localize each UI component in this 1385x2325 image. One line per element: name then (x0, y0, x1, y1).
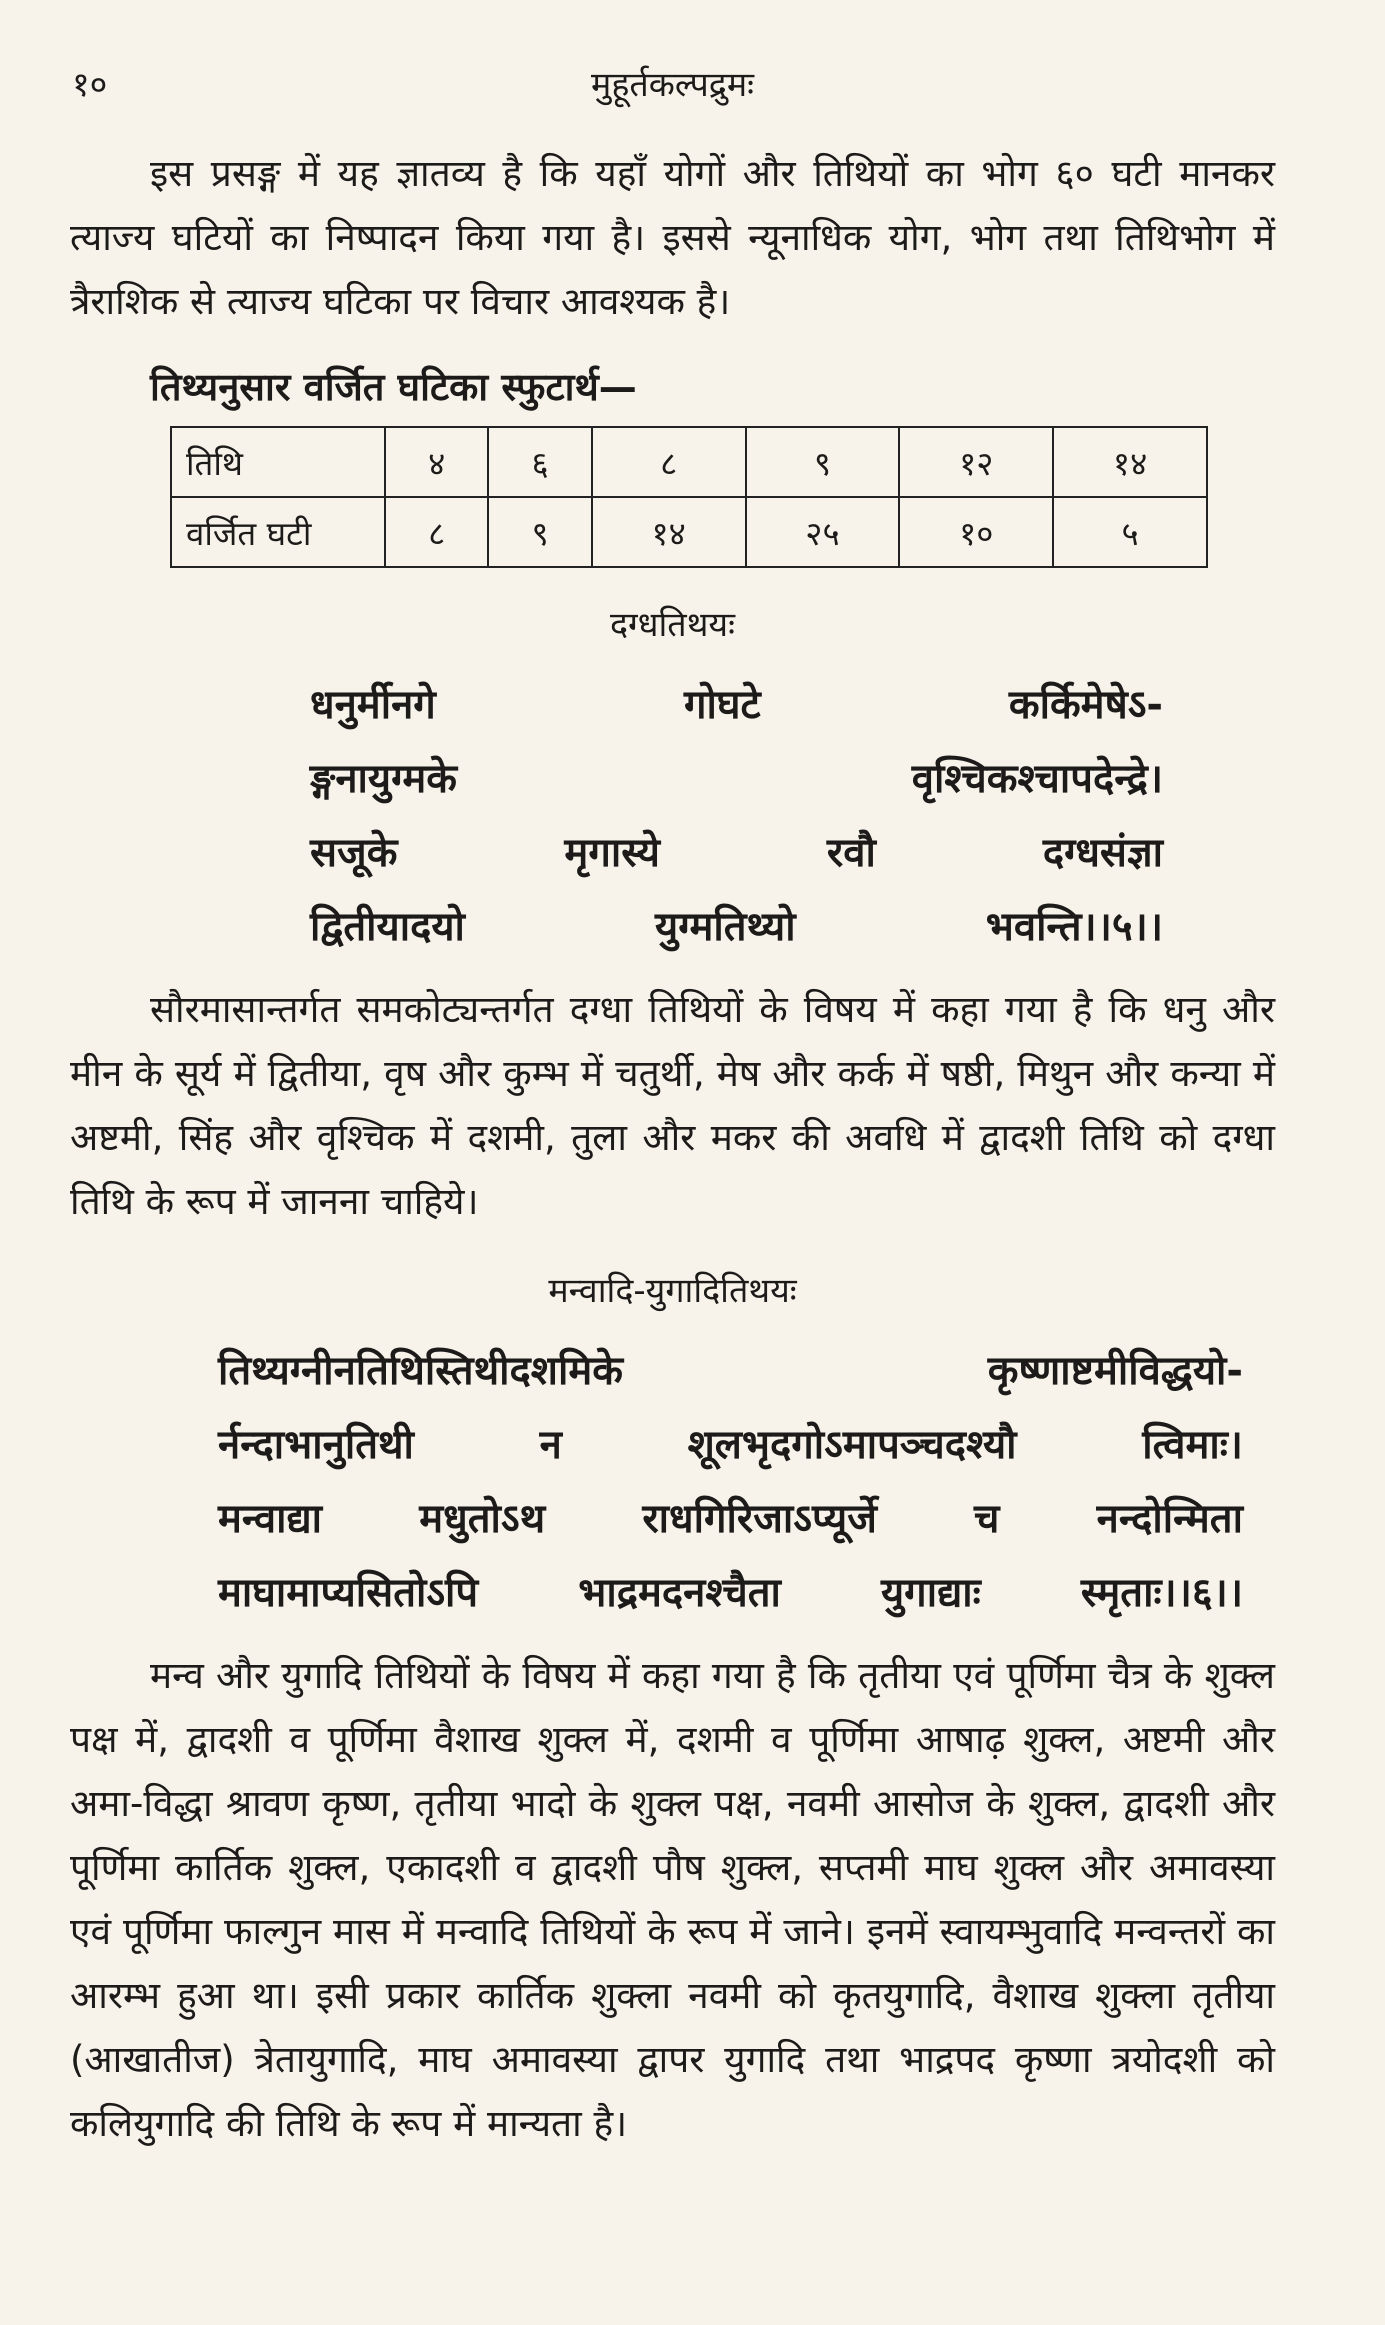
table-cell: ९ (746, 427, 900, 497)
table-cell: ६ (488, 427, 591, 497)
verse2-title: मन्वादि-युगादितिथयः (548, 1271, 797, 1311)
verse-word: त्विमाः। (1142, 1422, 1243, 1468)
table-cell: १४ (592, 497, 746, 567)
verse2-explanation: मन्व और युगादि तिथियों के विषय में कहा गया है कि तृतीया एवं पूर्णिमा चैत्र के शुक्ल पक्ष में, द्वादशी व पूर्णिमा वैशाख शुक्ल में, दशमी व पूर्णिमा आषाढ़ शुक्ल, अष्टमी और अमा-विद्धा श्रावण कृष्ण, तृतीया भादो के शुक्ल पक्ष, नवमी आसोज के शुक्ल, द्वादशी और पूर्णिमा कार्तिक शुक्ल, एकादशी व द्वादशी पौष शुक्ल, सप्तमी माघ शुक्ल और अमावस्या एवं पूर्णिमा फाल्गुन मास में मन्वादि तिथियों के रूप में जाने। इनमें स्वायम्भुवादि मन्वन्तरों का आरम्भ हुआ था। इसी प्रकार कार्तिक शुक्ला नवमी को कृतयुगादि, वैशाख शुक्ला तृतीया (आखातीज) त्रेतायुगादि, माघ अमावस्या द्वापर युगादि तथा भाद्रपद कृष्णा त्रयोदशी को कलियुगादि की तिथि के रूप में मान्यता है। (70, 1654, 1275, 2145)
table-cell: १२ (899, 427, 1053, 497)
verse-line (218, 1556, 1243, 1630)
table-row-label: तिथि (171, 427, 385, 497)
page-header (70, 60, 1275, 120)
table-heading: तिथ्यनुसार वर्जित घटिका स्फुटार्थ— (150, 365, 637, 409)
verse-line (218, 1334, 1243, 1408)
verse-word: तिथ्यग्नीनतिथिस्तिथीदशमिके (218, 1348, 623, 1394)
verse-word: नन्दोन्मिता (1096, 1496, 1243, 1542)
verse-word: गोघटे (684, 682, 761, 728)
verse-word: वृश्चिकश्चापदेन्द्रे। (911, 756, 1163, 802)
verse2-block (218, 1334, 1243, 1630)
verse-word: मन्वाद्या (218, 1496, 323, 1542)
table-cell: ८ (385, 497, 488, 567)
verse-line (310, 816, 1163, 890)
table-cell: ४ (385, 427, 488, 497)
varjit-ghati-table (170, 426, 1208, 568)
verse-word: र्नन्दाभानुतिथी (218, 1422, 414, 1468)
table-cell: ९ (488, 497, 591, 567)
verse-word: ङ्गनायुग्मके (310, 756, 457, 802)
verse-word: भवन्ति।।५।। (985, 904, 1163, 950)
table-row-tithi (171, 427, 1207, 497)
verse-word: च (974, 1496, 1000, 1542)
verse-word: शूलभृदगोऽमापञ्चदश्यौ (687, 1422, 1017, 1468)
verse-word: मधुतोऽथ (419, 1496, 546, 1542)
verse-word: कृष्णाष्टमीविद्धयो- (987, 1348, 1243, 1394)
verse-word: न (539, 1422, 562, 1468)
table-cell: ८ (592, 427, 746, 497)
verse-line (218, 1482, 1243, 1556)
verse-word: दग्धसंज्ञा (1042, 830, 1163, 876)
table-row-varjit-ghati (171, 497, 1207, 567)
verse-word: धनुर्मीनगे (310, 682, 436, 728)
verse-word: युगाद्याः (880, 1570, 981, 1616)
table-cell: २५ (746, 497, 900, 567)
table-cell: ५ (1053, 497, 1207, 567)
verse1-block (310, 668, 1163, 964)
intro-paragraph: इस प्रसङ्ग में यह ज्ञातव्य है कि यहाँ योगों और तिथियों का भोग ६० घटी मानकर त्याज्य घटियों का निष्पादन किया गया है। इससे न्यूनाधिक योग, भोग तथा तिथिभोग में त्रैराशिक से त्याज्य घटिका पर विचार आवश्यक है। (70, 152, 1275, 323)
table-cell: १० (899, 497, 1053, 567)
verse-word: युग्मतिथ्यो (655, 904, 796, 950)
verse-word: माघामाप्यसितोऽपि (218, 1570, 479, 1616)
verse-word: सजूके (310, 830, 398, 876)
verse-word: भाद्रमदनश्चैता (578, 1570, 781, 1616)
table-cell: १४ (1053, 427, 1207, 497)
table-row-label: वर्जित घटी (171, 497, 385, 567)
verse-line (310, 742, 1163, 816)
verse-word: द्वितीयादयो (310, 904, 465, 950)
verse1-explanation: सौरमासान्तर्गत समकोट्यन्तर्गत दग्धा तिथियों के विषय में कहा गया है कि धनु और मीन के सूर्य में द्वितीया, वृष और कुम्भ में चतुर्थी, मेष और कर्क में षष्ठी, मिथुन और कन्या में अष्टमी, सिंह और वृश्चिक में दशमी, तुला और मकर की अवधि में द्वादशी तिथि को दग्धा तिथि के रूप में जानना चाहिये। (70, 988, 1275, 1223)
verse-word: स्मृताः।।६।। (1080, 1570, 1243, 1616)
verse-line (310, 668, 1163, 742)
verse-word: कर्किमेषेऽ- (1008, 682, 1163, 728)
verse-word: राधगिरिजाऽप्यूर्जे (642, 1496, 877, 1542)
running-title: मुहूर्तकल्पद्रुमः (590, 65, 755, 105)
verse1-title: दग्धतिथयः (609, 605, 736, 645)
verse-word: रवौ (826, 830, 876, 876)
verse-word: मृगास्ये (564, 830, 660, 876)
verse-line (218, 1408, 1243, 1482)
verse-line (310, 890, 1163, 964)
page-number: १० (72, 65, 108, 105)
